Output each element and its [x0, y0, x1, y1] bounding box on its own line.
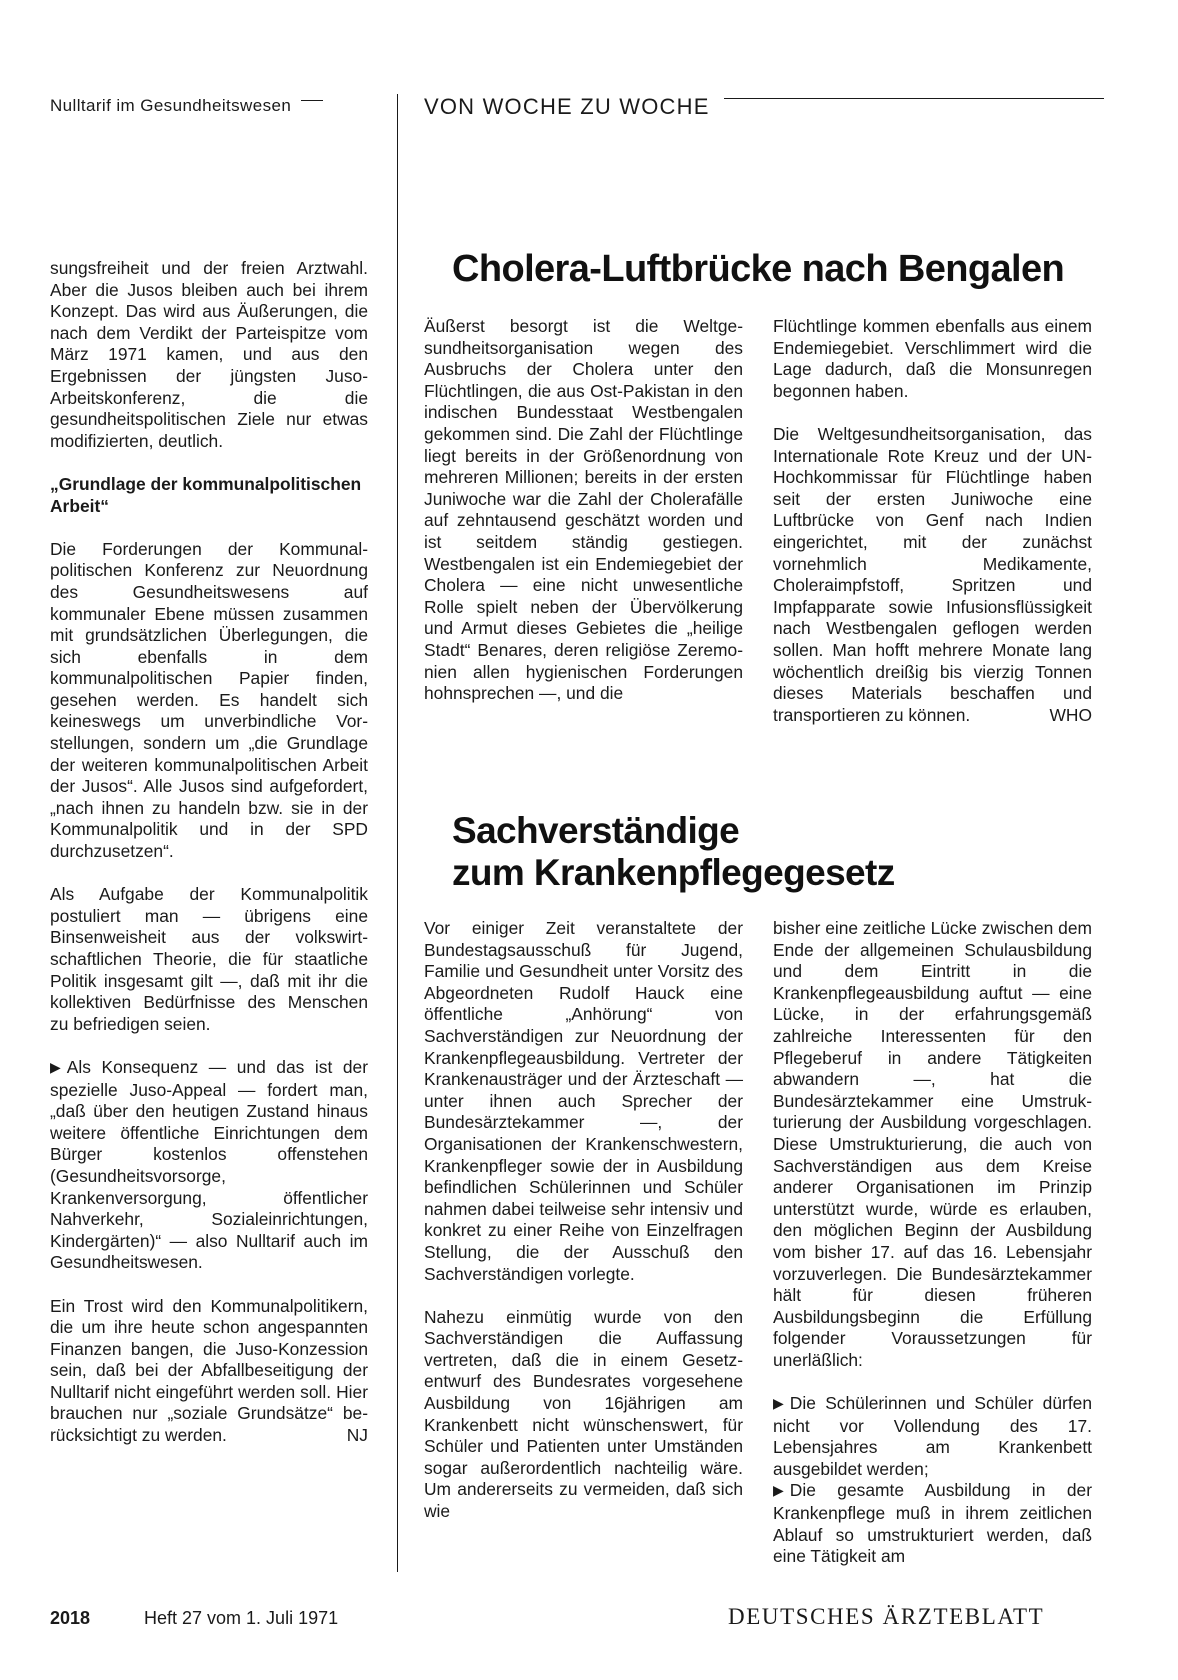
section-title: VON WOCHE ZU WOCHE [424, 94, 710, 119]
left-column [50, 258, 368, 1447]
article-1-paragraph-3 [773, 424, 1092, 726]
article-2-paragraph-3: bisher eine zeitliche Lücke zwischen dem Ende der allgemeinen Schulausbildung und dem Eintritt in die Krankenpflegeausbildung auftut — eine Lücke, in der erfahrungsgemäß zahlreiche Interessenten für den Pflegeberuf in andere Tätigkeiten abwandern —, hat die Bundesärztekammer eine Umstrukturierung der Ausbildung vorgeschlagen. Diese Umstrukturierung, die auch von Sachverständigen aus dem Kreise anderer Organisationen im Prinzip unterstützt wurde, würde es erlauben, den möglichen Beginn der Ausbildung vom bisher 17. auf das 16. Lebensjahr vorzuverlegen. Die Bundesärztekammer hält für diesen früheren Ausbildungsbeginn die Erfüllung folgender Voraussetzungen für unerläßlich: [773, 918, 1092, 1370]
header-rule-left [301, 100, 323, 101]
left-paragraph-1: sungsfreiheit und der freien Arztwahl. Aber die Jusos bleiben auch bei ihrem Konzept. Das wird aus Äußerungen, die nach dem Verdikt der Parteispitze vom März 1971 kamen, und aus den Ergebnissen der jüngsten Juso-Arbeitskonferenz, die die gesundheitspolitischen Ziele nur etwas modifizierten, deutlich. [50, 258, 368, 451]
triangle-right-icon: ▶ [773, 1482, 784, 1499]
left-paragraph-3: Als Aufgabe der Kommunalpolitik postuliert man — übrigens eine Binsenweisheit aus der volkswirtschaftlichen Theorie, die für staatliche Politik insgesamt gilt —, daß mit ihr die kollektiven Bedürfnisse des Menschen zu befriedigen seien. [50, 884, 368, 1034]
left-paragraph-4-text: Als Konsequenz — und das ist der spezielle Juso-Appeal — fordert man, „daß über den heutigen Zustand hinaus weitere öffentliche Einrichtungen dem Bürger kostenlos offenstehen (Gesundheitsvorsorge, Krankenversorgung, öffentlicher Nahverkehr, Sozialeinrichtungen, Kindergärten)“ — also Nulltarif auch im Gesundheitswesen. [50, 1056, 368, 1273]
article-1-column-1 [424, 316, 743, 705]
article-2-bullet-1 [773, 1393, 1092, 1480]
article-1-paragraph-3-text: Die Weltgesundheitsorganisation, das Internationale Rote Kreuz und der UN-Hochkommissar für Flüchtlinge haben seit der ersten Juniwoche eine Luftbrücke von Genf nach Indien eingerichtet, mit der zunächst vornehmlich Medikamente, Choleraimpfstoff, Spritzen und Impfapparate sowie Infusionsflüssigkeit nach Westbengalen geflogen werden sollen. Man hofft mehrere Monate lang wöchentlich dreißig bis vierzig Tonnen dieses Materials beschaffen und transportieren zu können. [773, 423, 1092, 725]
running-header-left [50, 96, 370, 116]
left-subheading: „Grundlage der kommunalpolitischen Arbeit“ [50, 473, 362, 516]
left-signature: NJ [346, 1425, 368, 1446]
left-paragraph-4 [50, 1057, 368, 1274]
article-2-paragraph-1: Vor einiger Zeit veranstaltete der Bundestagsausschuß für Jugend, Familie und Gesundheit unter Vorsitz des Abgeordneten Rudolf Hauck eine öffentliche „Anhörung“ von Sachverständigen zur Neuordnung der Krankenpflegeausbildung. Vertreter der Krankenausträger und der Ärzteschaft — unter ihnen auch Sprecher der Bundesärztekammer —, der Organisationen der Krankenschwestern, Krankenpfleger sowie der in Ausbildung befindlichen Schülerinnen und Schüler nahmen dabei teilweise sehr intensiv und konkret zu einer Reihe von Einzelfragen Stellung, die der Ausschuß den Sachverständigen vorlegte. [424, 918, 743, 1284]
header-rule-right [724, 98, 1104, 99]
article-2-title [452, 810, 1012, 894]
article-2-bullet-2 [773, 1480, 1092, 1567]
column-divider [397, 94, 398, 1572]
article-2-column-2 [773, 918, 1092, 1568]
article-2-bullet-2-text: Die gesamte Ausbildung in der Krankenpflege muß in ihrem zeitlichen Ablauf so umstrukturiert werden, daß eine Tätigkeit am [773, 1480, 1092, 1567]
triangle-right-icon: ▶ [50, 1058, 61, 1075]
triangle-right-icon: ▶ [773, 1395, 784, 1412]
article-2-paragraph-2: Nahezu einmütig wurde von den Sachverständigen die Auffassung vertreten, daß die in einem Gesetzentwurf des Bundesrates vorgesehene Ausbildung von 16jährigen am Krankenbett nicht wünschenswert, für Schüler und Patienten unter Umständen sogar außerordentlich nachteilig wäre. Um andererseits zu vermeiden, daß sich wie [424, 1306, 743, 1522]
article-1-paragraph-1: Äußerst besorgt ist die Weltgesundheitsorganisation wegen des Ausbruchs der Cholera unter den Flüchtlingen, die aus Ost-Pakistan in den indischen Bundesstaat Westbengalen gekommen sind. Die Zahl der Flüchtlinge liegt bereits in der Größenordnung von mehreren Millionen; bereits in der ersten Juniwoche war die Zahl der Cholerafälle auf zehntausend geschätzt worden und ist seitdem ständig gestiegen. Westbengalen ist ein Endemiegebiet der Cholera — eine nicht unwesentliche Rolle spielt neben der Übervölkerung und Armut dieses Gebietes die „heilige Stadt“ Benares, deren religiöse Zeremonien allen hygienischen Forderungen hohnsprechen —, und die [424, 316, 743, 704]
issue-line: Heft 27 vom 1. Juli 1971 [144, 1608, 339, 1628]
article-2-title-line-1: Sachverständige [452, 810, 740, 851]
left-paragraph-5-text: Ein Trost wird den Kommunalpolitikern, die um ihre heute schon angespannten Finanzen bangen, die Juso-Konzession sein, daß bei der Abfallbeseitigung der Nulltarif nicht eingeführt werden soll. Hier brauchen nur „soziale Grundsätze“ berücksichtigt zu werden. [50, 1295, 368, 1446]
left-paragraph-2: Die Forderungen der Kommunalpolitischen Konferenz zur Neuordnung des Gesundheitswesens auf kommunaler Ebene müssen zusammen mit grundsätzlichen Überlegungen, die sich ebenfalls in dem kommunalpolitischen Papier finden, gesehen werden. Es handelt sich keineswegs um unverbindliche Vorstellungen, sondern um „die Grundlage der weiteren kommunalpolitischen Arbeit der Jusos“. Alle Jusos sind aufgefordert, „nach ihnen zu handeln bzw. sie in der Kommunalpolitik und in der SPD durchzusetzen“. [50, 538, 368, 862]
article-2-column-1 [424, 918, 743, 1523]
article-1-paragraph-2: Flüchtlinge kommen ebenfalls aus einem Endemiegebiet. Verschlimmert wird die Lage dadurch, daß die Monsunregen begonnen haben. [773, 316, 1092, 401]
article-1-signature: WHO [1049, 704, 1092, 725]
page-number: 2018 [50, 1608, 91, 1628]
article-1-column-2 [773, 316, 1092, 726]
left-paragraph-5 [50, 1296, 368, 1447]
article-2-bullet-1-text: Die Schülerinnen und Schüler dürfen nicht vor Vollendung des 17. Lebensjahres am Krankenbett ausgebildet werden; [773, 1393, 1092, 1479]
article-2-title-line-2: zum Krankenpflegegesetz [452, 852, 895, 893]
magazine-name: DEUTSCHES ÄRZTEBLATT [728, 1604, 1045, 1629]
running-header-left-text: Nulltarif im Gesundheitswesen [50, 96, 292, 115]
running-header-right [424, 94, 1104, 120]
article-1-title: Cholera-Luftbrücke nach Bengalen [452, 248, 1065, 290]
